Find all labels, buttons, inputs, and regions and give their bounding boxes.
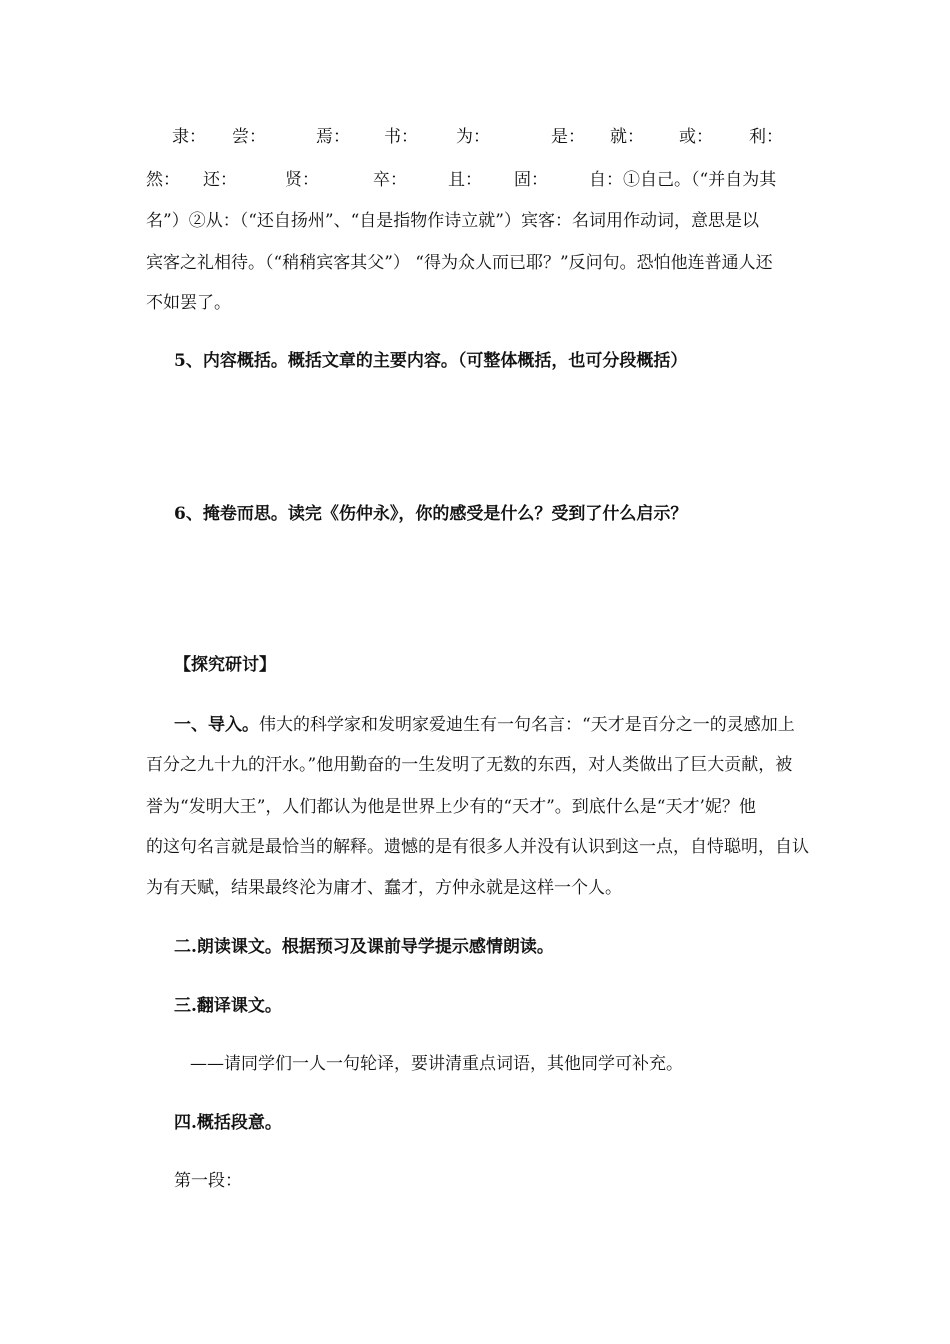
step-2-heading: 二.朗读课文。根据预习及课前导学提示感情朗读。 [174, 937, 554, 957]
intro-label: 一、导入。 [174, 715, 259, 735]
vocab-item: 自：①自己。（“并自为其 [589, 170, 777, 190]
intro-line [174, 713, 795, 737]
vocab-item: 是： [551, 127, 585, 147]
intro-text: 伟大的科学家和发明家爱迪生有一句名言：“天才是百分之一的灵感加上 [259, 715, 795, 735]
intro-line: 百分之九十九的汗水。”他用勤奋的一生发明了无数的东西，对人类做出了巨大贡献，被 [146, 755, 793, 775]
question-5: 5、内容概括。概括文章的主要内容。（可整体概括，也可分段概括） [174, 351, 688, 371]
paragraph-line: 不如罢了。 [146, 293, 231, 313]
question-6: 6、掩卷而思。读完《伤仲永》，你的感受是什么？受到了什么启示？ [174, 504, 688, 524]
vocab-row-2 [0, 168, 950, 192]
vocab-item: 焉： [316, 127, 350, 147]
vocab-item: 尝： [232, 127, 266, 147]
paragraph-line: 宾客之礼相待。（“稍稍宾客其父”） “得为众人而已耶？”反问句。恐怕他连普通人还 [146, 253, 773, 273]
step-3-heading: 三.翻译课文。 [174, 996, 282, 1016]
intro-line: 的这句名言就是最恰当的解释。遗憾的是有很多人并没有认识到这一点，自恃聪明，自认 [146, 837, 809, 857]
vocab-item: 固： [514, 170, 548, 190]
vocab-item: 书： [384, 127, 418, 147]
vocab-item: 卒： [373, 170, 407, 190]
vocab-item: 且： [448, 170, 482, 190]
paragraph-line: 名”）②从：（“还自扬州”、“自是指物作诗立就”）宾客：名词用作动词，意思是以 [146, 211, 759, 231]
vocab-item: 或： [679, 127, 713, 147]
vocab-item: 为： [456, 127, 490, 147]
vocab-row-1 [0, 125, 950, 149]
step-3-note: ——请同学们一人一句轮译，要讲清重点词语，其他同学可补充。 [190, 1054, 683, 1074]
vocab-item: 还： [203, 170, 237, 190]
vocab-item: 贤： [285, 170, 319, 190]
section-title: 【探究研讨】 [174, 655, 276, 675]
intro-line: 誉为“发明大王”，人们都认为他是世界上少有的“天才”。到底什么是“天才’妮？他 [146, 797, 756, 817]
vocab-item: 就： [610, 127, 644, 147]
vocab-item: 利： [749, 127, 783, 147]
paragraph-1-label: 第一段： [174, 1171, 242, 1191]
vocab-item: 然： [146, 170, 180, 190]
step-4-heading: 四.概括段意。 [174, 1113, 282, 1133]
intro-line: 为有天赋，结果最终沦为庸才、蠢才，方仲永就是这样一个人。 [146, 878, 622, 898]
vocab-item: 隶： [172, 127, 206, 147]
